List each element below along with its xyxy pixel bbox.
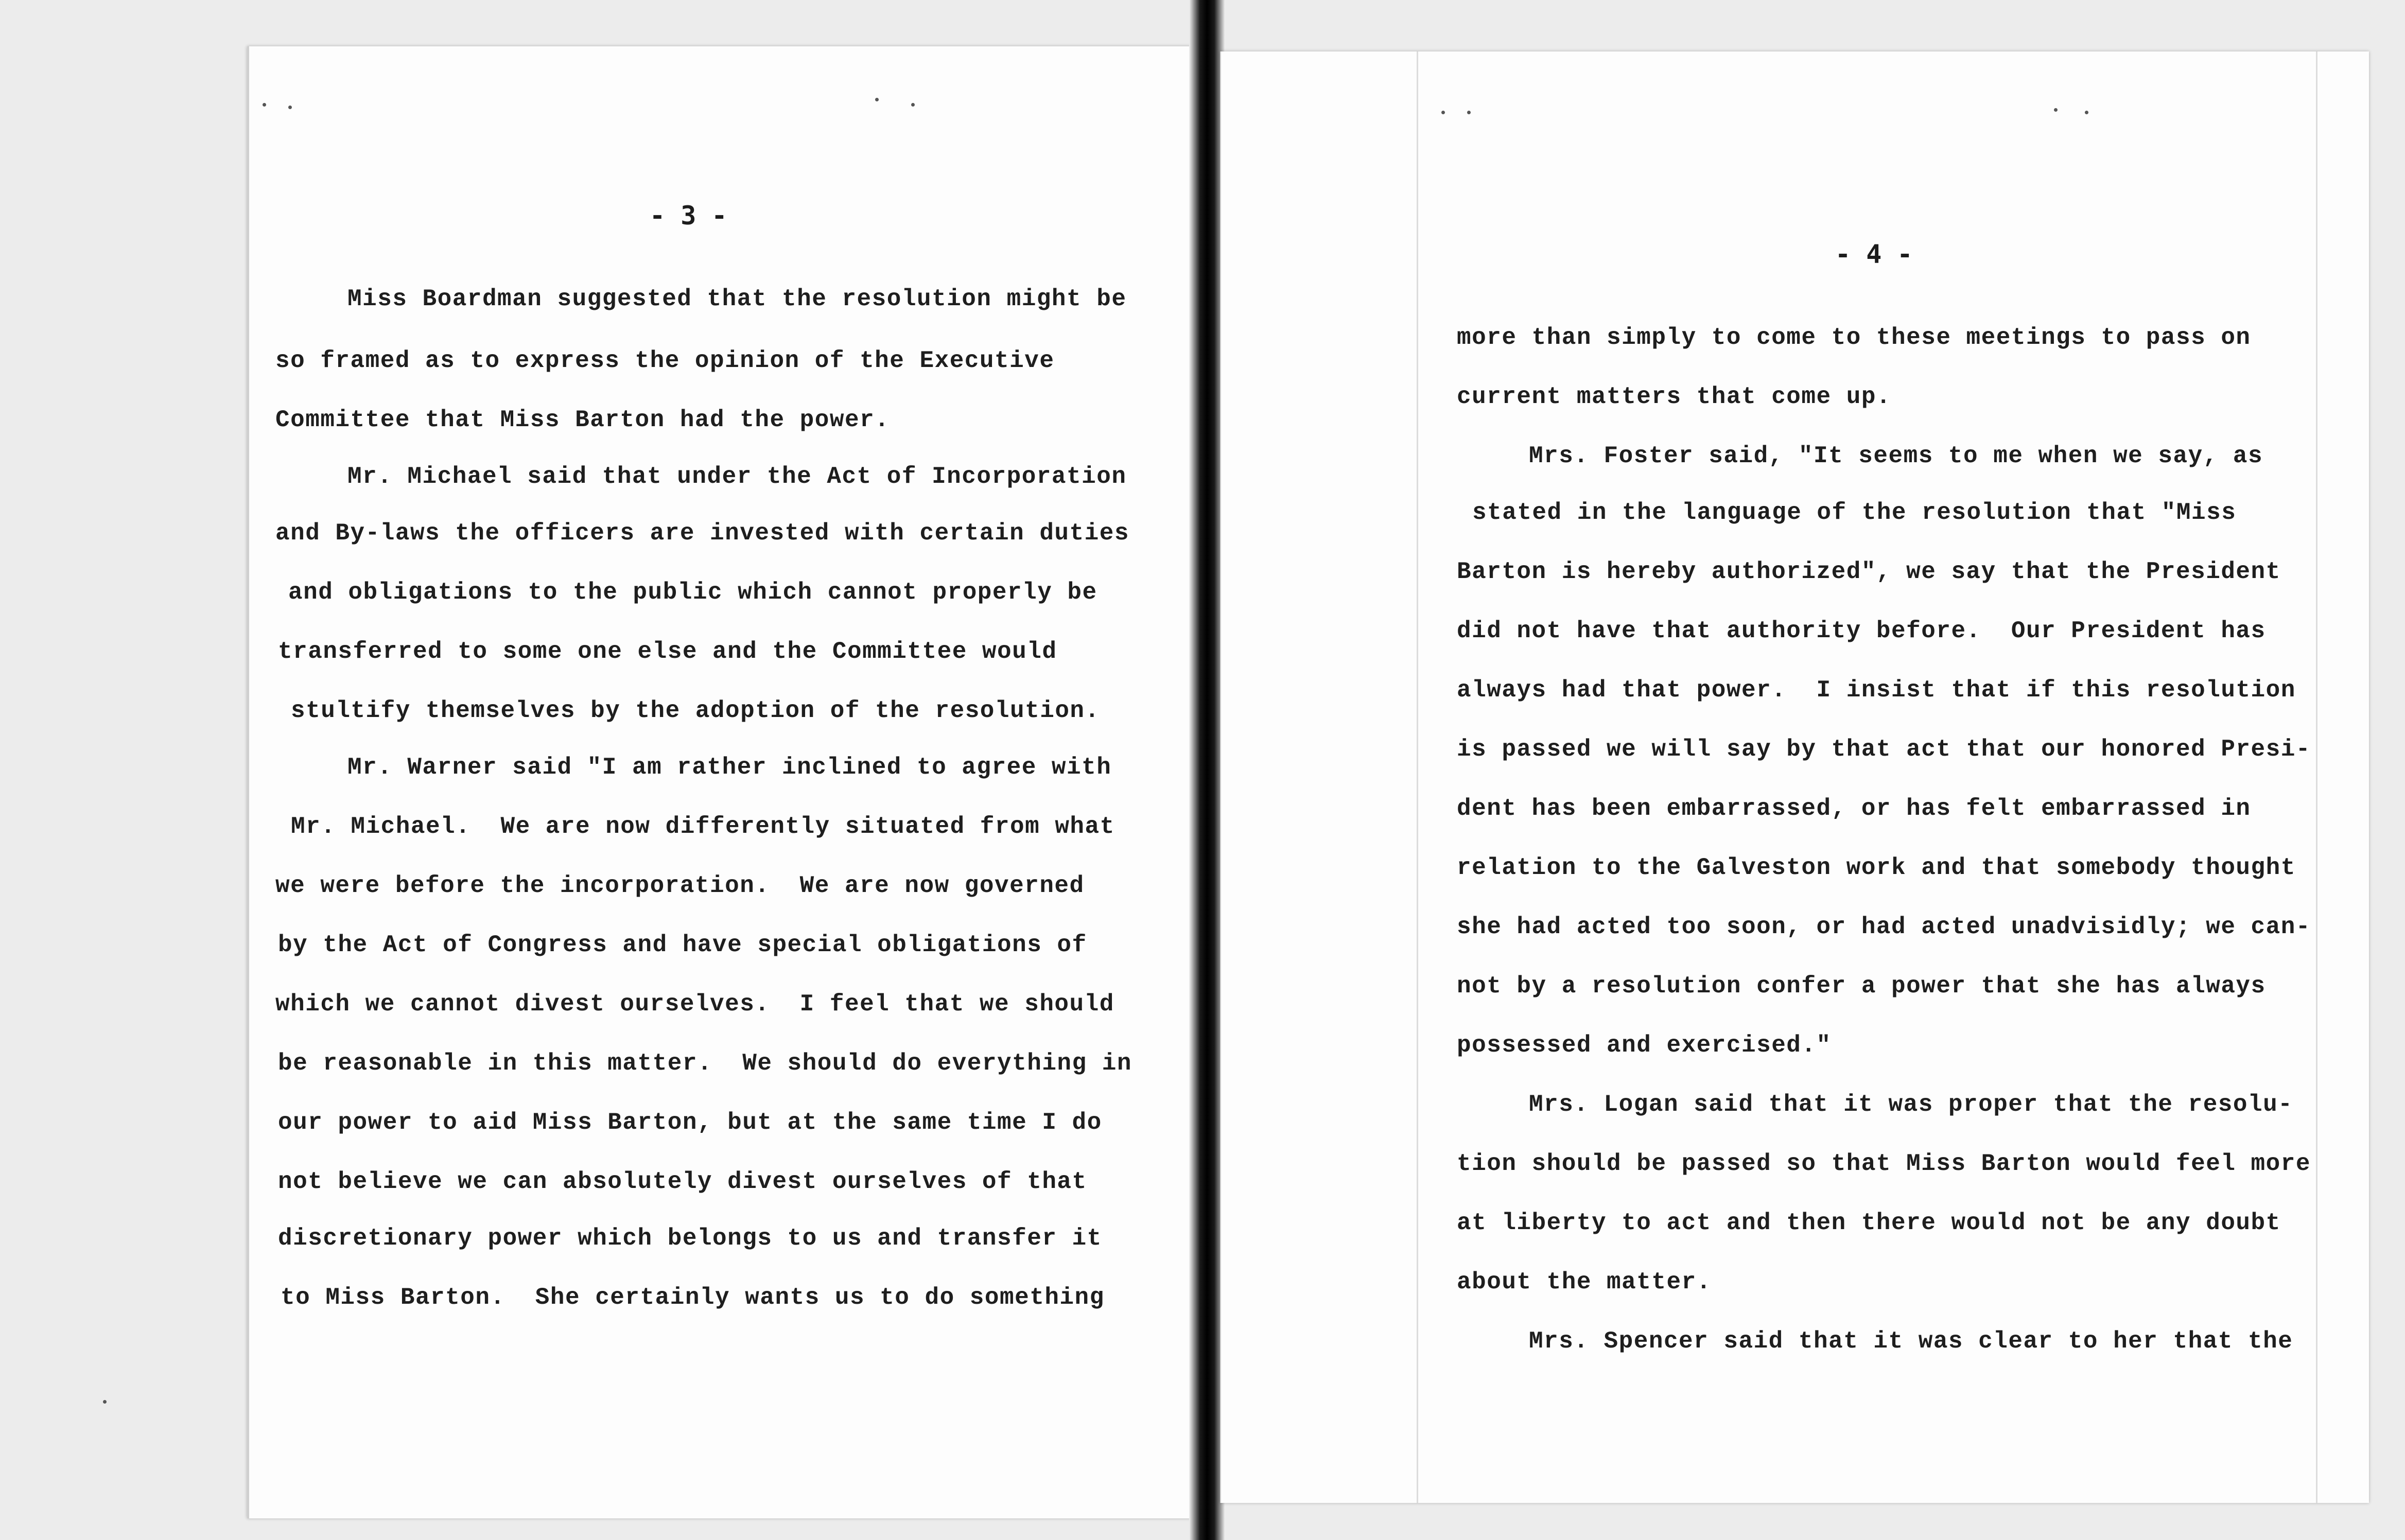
right-line-9: dent has been embarrassed, or has felt embarrassed in xyxy=(1457,795,2251,822)
scan-speck xyxy=(911,103,915,107)
right-line-18: Mrs. Spencer said that it was clear to her that the xyxy=(1529,1328,2293,1355)
left-line-1: Miss Boardman suggested that the resolution might be xyxy=(347,286,1127,312)
scan-speck xyxy=(2054,108,2058,112)
right-page-number: - 4 - xyxy=(1835,239,1913,269)
right-line-14: Mrs. Logan said that it was proper that the resolu- xyxy=(1529,1091,2293,1118)
right-line-6: did not have that authority before. Our President has xyxy=(1457,618,2266,644)
left-line-12: by the Act of Congress and have special obligations of xyxy=(278,932,1087,958)
left-line-18: to Miss Barton. She certainly wants us to do something xyxy=(281,1284,1105,1311)
left-line-9: Mr. Warner said "I am rather inclined to agree with xyxy=(347,754,1112,781)
right-line-5: Barton is hereby authorized", we say that the President xyxy=(1457,558,2281,585)
right-page-sheet xyxy=(1220,51,2369,1503)
scan-speck xyxy=(875,98,879,101)
right-page-inner-edge xyxy=(1417,51,1418,1503)
right-line-10: relation to the Galveston work and that somebody thought xyxy=(1457,854,2296,881)
right-line-15: tion should be passed so that Miss Barton would feel more xyxy=(1457,1150,2311,1177)
scan-speck xyxy=(1467,111,1471,114)
left-line-3: Committee that Miss Barton had the power. xyxy=(275,407,890,433)
right-line-12: not by a resolution confer a power that she has always xyxy=(1457,973,2266,1000)
left-line-17: discretionary power which belongs to us and transfer it xyxy=(278,1225,1102,1252)
scan-speck xyxy=(103,1400,107,1404)
right-line-2: current matters that come up. xyxy=(1457,383,1892,410)
right-line-1: more than simply to come to these meetings to pass on xyxy=(1457,324,2251,351)
left-page-number: - 3 - xyxy=(650,201,727,231)
scan-speck xyxy=(263,103,266,107)
left-line-15: our power to aid Miss Barton, but at the same time I do xyxy=(278,1109,1102,1136)
left-line-4: Mr. Michael said that under the Act of Incorporation xyxy=(347,463,1127,490)
left-line-5: and By-laws the officers are invested with certain duties xyxy=(275,520,1129,547)
left-line-6: and obligations to the public which cannot properly be xyxy=(288,579,1097,606)
scan-speck xyxy=(2085,111,2088,114)
left-line-10: Mr. Michael. We are now differently situated from what xyxy=(291,813,1115,840)
left-line-16: not believe we can absolutely divest ourselves of that xyxy=(278,1168,1087,1195)
left-line-11: we were before the incorporation. We are now governed xyxy=(275,872,1085,899)
right-page-outer-edge xyxy=(2316,51,2317,1503)
left-line-7: transferred to some one else and the Committee would xyxy=(278,638,1057,665)
right-line-3: Mrs. Foster said, "It seems to me when we say, as xyxy=(1529,443,2263,469)
right-line-8: is passed we will say by that act that our honored Presi- xyxy=(1457,736,2311,763)
left-line-13: which we cannot divest ourselves. I feel that we should xyxy=(275,991,1114,1018)
right-line-16: at liberty to act and then there would not be any doubt xyxy=(1457,1210,2281,1236)
left-line-14: be reasonable in this matter. We should do everything in xyxy=(278,1050,1132,1077)
scan-speck xyxy=(1441,111,1445,114)
right-line-4: stated in the language of the resolution that "Miss xyxy=(1472,499,2237,526)
right-line-17: about the matter. xyxy=(1457,1269,1712,1296)
left-line-8: stultify themselves by the adoption of the resolution. xyxy=(291,697,1100,724)
right-line-7: always had that power. I insist that if this resolution xyxy=(1457,677,2296,704)
left-line-2: so framed as to express the opinion of the Executive xyxy=(275,347,1055,374)
scan-speck xyxy=(288,106,292,109)
right-line-13: possessed and exercised." xyxy=(1457,1032,1832,1059)
right-line-11: she had acted too soon, or had acted unadvisidly; we can- xyxy=(1457,914,2311,940)
